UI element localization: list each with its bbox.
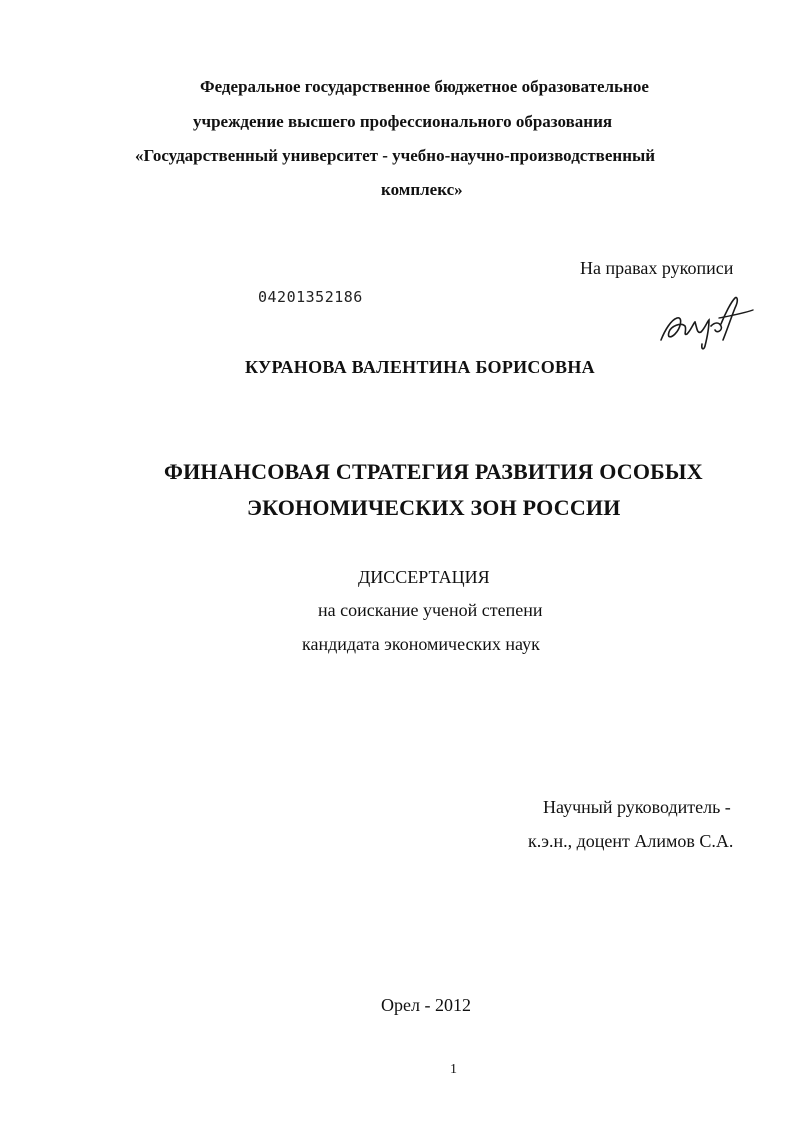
title-line-2: ЭКОНОМИЧЕСКИХ ЗОН РОССИИ <box>247 495 621 520</box>
supervisor-name: к.э.н., доцент Алимов С.А. <box>528 831 734 851</box>
document-type: ДИССЕРТАЦИЯ <box>358 567 490 587</box>
author-name: КУРАНОВА ВАЛЕНТИНА БОРИСОВНА <box>245 357 595 377</box>
signature-image <box>655 292 755 352</box>
city-year: Орел - 2012 <box>381 995 471 1015</box>
page-number: 1 <box>450 1062 457 1077</box>
institution-line-1: Федеральное государственное бюджетное образовательное <box>200 77 649 96</box>
institution-line-2: учреждение высшего профессионального образования <box>193 112 613 131</box>
institution-line-3: «Государственный университет - учебно-научно-производственный <box>135 146 656 165</box>
supervisor-label: Научный руководитель - <box>543 797 731 817</box>
title-line-1: ФИНАНСОВАЯ СТРАТЕГИЯ РАЗВИТИЯ ОСОБЫХ <box>164 459 703 484</box>
registration-number: 04201352186 <box>258 288 363 306</box>
institution-line-4: комплекс» <box>381 180 463 199</box>
manuscript-note: На правах рукописи <box>580 258 734 278</box>
degree-line-2: кандидата экономических наук <box>302 634 540 654</box>
degree-line-1: на соискание ученой степени <box>318 600 543 620</box>
